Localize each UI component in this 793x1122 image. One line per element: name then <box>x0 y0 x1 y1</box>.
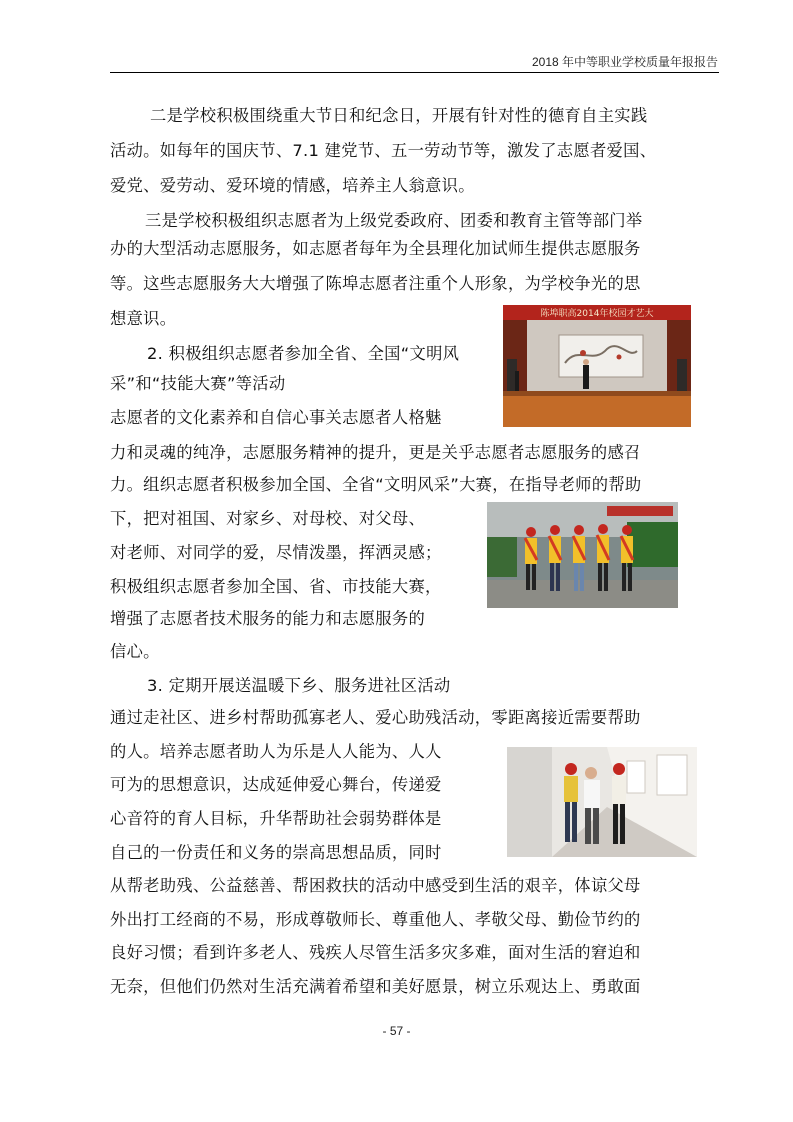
section-heading: 2. 积极组织志愿者参加全省、全国“文明风 <box>147 344 460 363</box>
header-rule <box>110 72 719 73</box>
helping-elderly-photo <box>507 747 697 857</box>
paragraph-line: 想意识。 <box>110 309 177 328</box>
paragraph-line: 从帮老助残、公益慈善、帮困救扶的活动中感受到生活的艰辛，体谅父母 <box>110 876 641 895</box>
paragraph-line: 积极组织志愿者参加全国、省、市技能大赛， <box>110 577 442 596</box>
paragraph-line: 二是学校积极围绕重大节日和纪念日，开展有针对性的德育自主实践 <box>150 106 648 125</box>
paragraph-line: 无奈，但他们仍然对生活充满着希望和美好愿景，树立乐观达上、勇敢面 <box>110 977 641 996</box>
paragraph-line: 等。这些志愿服务大大增强了陈埠志愿者注重个人形象，为学校争光的思 <box>110 274 641 293</box>
paragraph-line: 外出打工经商的不易，形成尊敬师长、尊重他人、孝敬父母、勤俭节约的 <box>110 910 641 929</box>
page-number: - 57 - <box>382 1024 411 1038</box>
paragraph-line: 爱党、爱劳动、爱环境的情感，培养主人翁意识。 <box>110 176 475 195</box>
paragraph-line: 的人。培养志愿者助人为乐是人人能为、人人 <box>110 742 442 761</box>
paragraph-line: 三是学校积极组织志愿者为上级党委政府、团委和教育主管等部门举 <box>145 211 643 230</box>
section-heading: 3. 定期开展送温暖下乡、服务进社区活动 <box>147 676 451 695</box>
paragraph-line: 办的大型活动志愿服务，如志愿者每年为全县理化加试师生提供志愿服务 <box>110 239 641 258</box>
paragraph-line: 增强了志愿者技术服务的能力和志愿服务的 <box>110 609 426 628</box>
paragraph-line: 心音符的育人目标，升华帮助社会弱势群体是 <box>110 809 442 828</box>
paragraph-line: 活动。如每年的国庆节、7.1 建党节、五一劳动节等，激发了志愿者爱国、 <box>110 141 657 160</box>
paragraph-line: 力。组织志愿者积极参加全国、全省“文明风采”大赛，在指导老师的帮助 <box>110 475 642 494</box>
section-heading: 采”和“技能大赛”等活动 <box>110 374 286 393</box>
paragraph-line: 力和灵魂的纯净，志愿服务精神的提升，更是关乎志愿者志愿服务的感召 <box>110 443 641 462</box>
running-header: 2018 年中等职业学校质量年报报告 <box>531 55 718 69</box>
paragraph-line: 良好习惯；看到许多老人、残疾人尽管生活多灾多难，面对生活的窘迫和 <box>110 943 641 962</box>
paragraph-line: 信心。 <box>110 642 160 661</box>
paragraph-line: 下，把对祖国、对家乡、对母校、对父母、 <box>110 509 426 528</box>
paragraph-line: 通过走社区、进乡村帮助孤寡老人、爱心助残活动，零距离接近需要帮助 <box>110 708 641 727</box>
paragraph-line: 自己的一份责任和义务的崇高思想品质，同时 <box>110 843 442 862</box>
volunteers-group-photo <box>487 502 678 608</box>
paragraph-line: 对老师、对同学的爱，尽情泼墨，挥洒灵感； <box>110 543 442 562</box>
paragraph-line: 可为的思想意识，达成延伸爱心舞台，传递爱 <box>110 775 442 794</box>
stage-performance-photo <box>503 305 691 427</box>
stage-banner-text: 陈埠职高2014年校园才艺大 <box>540 309 654 319</box>
paragraph-line: 志愿者的文化素养和自信心事关志愿者人格魅 <box>110 408 442 427</box>
